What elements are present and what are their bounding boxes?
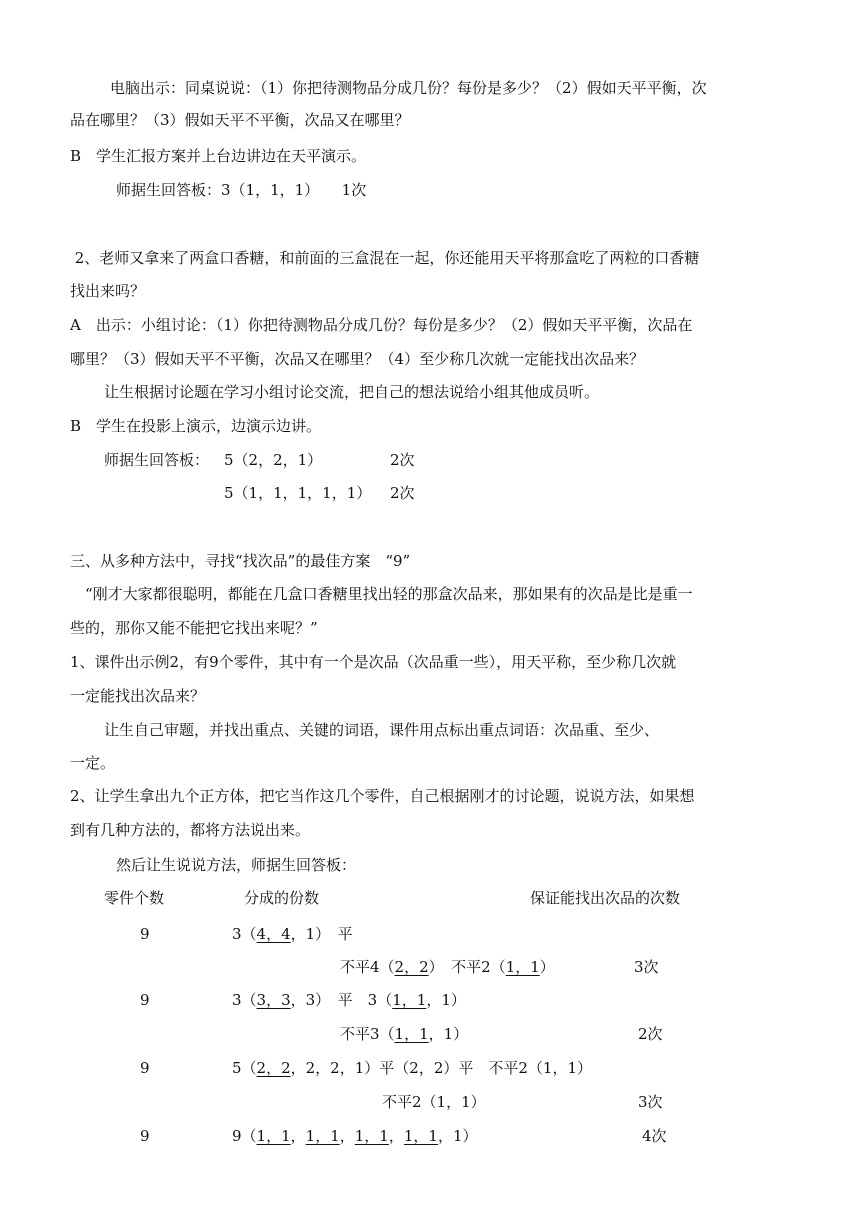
question-2-line-2: 找出来吗？ xyxy=(70,282,146,300)
row3-count: 9 xyxy=(140,1059,150,1077)
group-discussion-line-1: A 出示：小组讨论：（1）你把待测物品分成几份？每份是多少？（2）假如天平平衡，次品在 xyxy=(70,316,693,334)
projection-demo-line: B 学生在投影上演示，边演示边讲。 xyxy=(70,417,322,435)
example-2-line-2: 一定能找出次品来？ xyxy=(70,687,206,705)
board-answer-1-count: 2次 xyxy=(390,451,415,469)
row2-groups: 3（3，3，3） 平 3（1，1，1） xyxy=(232,991,466,1009)
row2-count: 9 xyxy=(140,991,150,1009)
header-part-count: 零件个数 xyxy=(104,889,165,907)
row1-count: 9 xyxy=(140,925,150,943)
teacher-quote-line-1: “刚才大家都很聪明，都能在几盒口香糖里找出轻的那盒次品来，那如果有的次品是比是重一 xyxy=(70,585,693,603)
row2-unbalanced: 不平3（1，1，1） xyxy=(340,1025,469,1043)
board-answer-2-count: 2次 xyxy=(390,484,415,502)
board-answer-2: 5（1，1，1，1，1） xyxy=(224,484,372,502)
group-discussion-line-3: 让生根据讨论题在学习小组讨论交流，把自己的想法说给小组其他成员听。 xyxy=(104,383,600,401)
cubes-activity-line-1: 2、让学生拿出九个正方体，把它当作这几个零件，自己根据刚才的讨论题，说说方法，如果想 xyxy=(70,787,695,805)
row4-groups: 9（1，1，1，1，1，1，1，1，1） xyxy=(232,1127,478,1145)
student-report-line: B 学生汇报方案并上台边讲边在天平演示。 xyxy=(70,147,367,165)
prompt-line-1: 电脑出示：同桌说说：（1）你把待测物品分成几份？每份是多少？（2）假如天平平衡，次 xyxy=(110,79,707,97)
board-answer-1: 5（2，2，1） xyxy=(224,451,323,469)
row3-unbalanced: 不平2（1，1） xyxy=(382,1093,486,1111)
row2-times: 2次 xyxy=(638,1025,663,1043)
row1-groups: 3（4，4，1） 平 xyxy=(232,925,353,943)
section-3-heading: 三、从多种方法中，寻找“找次品”的最佳方案 “9” xyxy=(70,552,411,570)
row3-times: 3次 xyxy=(638,1093,663,1111)
row4-count: 9 xyxy=(140,1127,150,1145)
cubes-activity-line-2: 到有几种方法的，都将方法说出来。 xyxy=(70,821,311,839)
example-2-line-1: 1、课件出示例2，有9个零件，其中有一个是次品（次品重一些），用天平称，至少称几次就 xyxy=(70,653,677,671)
methods-board-intro: 然后让生说说方法，师据生回答板： xyxy=(116,856,357,874)
header-guaranteed-times: 保证能找出次品的次数 xyxy=(530,889,681,907)
prompt-line-2: 品在哪里？（3）假如天平不平衡，次品又在哪里？ xyxy=(70,111,410,129)
row4-times: 4次 xyxy=(642,1127,667,1145)
question-2-line-1: 2、老师又拿来了两盒口香糖，和前面的三盒混在一起，你还能用天平将那盒吃了两粒的口香糖 xyxy=(70,249,700,267)
header-groups: 分成的份数 xyxy=(244,889,320,907)
row1-unbalanced: 不平4（2，2） 不平2（1，1） xyxy=(340,958,555,976)
row3-groups: 5（2，2，2，2，1）平（2，2）平 不平2（1，1） xyxy=(232,1059,592,1077)
board-label: 师据生回答板： xyxy=(104,451,210,469)
keywords-line-2: 一定。 xyxy=(70,754,116,772)
board-answer-line: 师据生回答板：3（1，1，1） 1次 xyxy=(116,181,367,199)
teacher-quote-line-2: 些的，那你又能不能把它找出来呢？” xyxy=(70,619,318,637)
group-discussion-line-2: 哪里？（3）假如天平不平衡，次品又在哪里？（4）至少称几次就一定能找出次品来？ xyxy=(70,350,645,368)
row1-times: 3次 xyxy=(634,958,659,976)
keywords-line-1: 让生自己审题，并找出重点、关键的词语，课件用点标出重点词语：次品重、至少、 xyxy=(104,721,660,739)
